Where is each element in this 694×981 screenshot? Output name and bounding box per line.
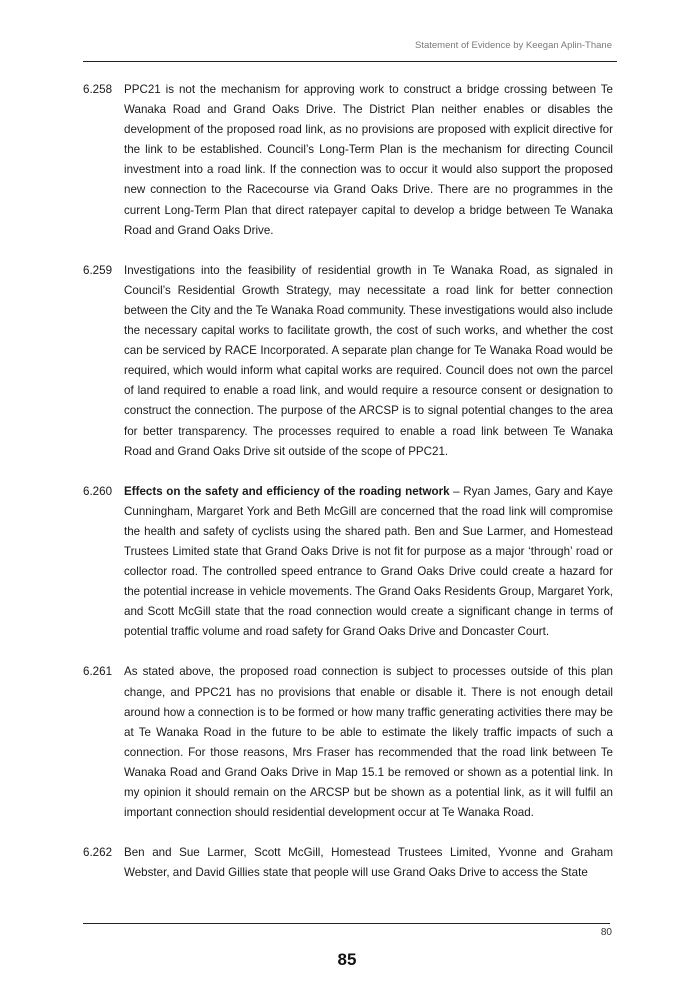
paragraph-heading: Effects on the safety and efficiency of the roading network (124, 484, 450, 498)
paragraph-number: 6.261 (83, 665, 113, 679)
header-divider (83, 61, 617, 62)
paragraph-number: 6.262 (83, 846, 113, 860)
paragraph-6-260 (83, 482, 613, 643)
paragraph-body: – Ryan James, Gary and Kaye Cunningham, Margaret York and Beth McGill are concerned that the road link will compromise the health and safety of cyclists using the shared path. Ben and Sue Larmer, and Homestead Trustees Limited state that Grand Oaks Drive is not fit for purpose as a major ‘through’ road or collector road. The controlled speed entrance to Grand Oaks Drive could create a hazard for the potential increase in vehicle movements. The Grand Oaks Residents Group, Margaret York, and Scott McGill state that the road connection would create a significant change in terms of potential traffic volume and road safety for Grand Oaks Drive and Doncaster Court. (124, 484, 613, 639)
paragraph-6-258 (83, 80, 613, 241)
document-body (83, 80, 613, 903)
paragraph-text: Investigations into the feasibility of residential growth in Te Wanaka Road, as signaled in Council’s Residential Growth Strategy, may necessitate a road link for better connection between the City and the Te Wanaka Road community. These investigations would also include the necessary capital works to facilitate growth, the cost of such works, and whether the cost can be serviced by RACE Incorporated. A separate plan change for Te Wanaka Road would be required, which would inform what capital works are required. Council does not own the parcel of land required to enable a road link, and would require a resource consent or designation to construct the connection. The purpose of the ARCSP is to signal potential changes to the area for better transparency. The processes required to enable a road link between Te Wanaka Road and Grand Oaks Drive sit outside of the scope of PPC21. (124, 263, 613, 458)
paragraph-6-261 (83, 662, 613, 823)
paragraph-text: PPC21 is not the mechanism for approving work to construct a bridge crossing between Te Wanaka Road and Grand Oaks Drive. The District Plan neither enables or disables the development of the proposed road link, as no provisions are proposed with explicit directive for the link to be established. Council’s Long-Term Plan is the mechanism for directing Council investment into a road link. If the connection was to occur it would also support the proposed new connection to the Racecourse via Grand Oaks Drive. There are no programmes in the current Long-Term Plan that direct ratepayer capital to develop a bridge between Te Wanaka Road and Grand Oaks Drive. (124, 83, 613, 237)
paragraph-text: Ben and Sue Larmer, Scott McGill, Homestead Trustees Limited, Yvonne and Graham Webster, and David Gillies state that people will use Grand Oaks Drive to access the State (124, 846, 613, 880)
paragraph-6-262 (83, 843, 613, 883)
footer-page-number: 80 (600, 927, 612, 938)
paragraph-text (124, 482, 613, 643)
paragraph-text: As stated above, the proposed road connection is subject to processes outside of this plan change, and PPC21 has no provisions that enable or disable it. There is not enough detail around how a connection is to be formed or how many traffic generating activities there may be at Te Wanaka Road in the future to be able to estimate the likely traffic impacts of such a connection. For those reasons, Mrs Fraser has recommended that the road link between Te Wanaka Road and Grand Oaks Drive in Map 15.1 be removed or shown as a potential link. In my opinion it should remain on the ARCSP but be shown as a potential link, as it will fulfil an important connection should residential development occur at Te Wanaka Road. (124, 665, 613, 820)
paragraph-number: 6.258 (83, 83, 113, 96)
paragraph-6-259 (83, 261, 613, 462)
paragraph-number: 6.260 (83, 484, 113, 498)
bundle-page-number: 85 (337, 950, 357, 969)
paragraph-number: 6.259 (83, 263, 113, 277)
footer-divider (83, 923, 610, 924)
running-header: Statement of Evidence by Keegan Aplin-Thane (415, 40, 612, 51)
